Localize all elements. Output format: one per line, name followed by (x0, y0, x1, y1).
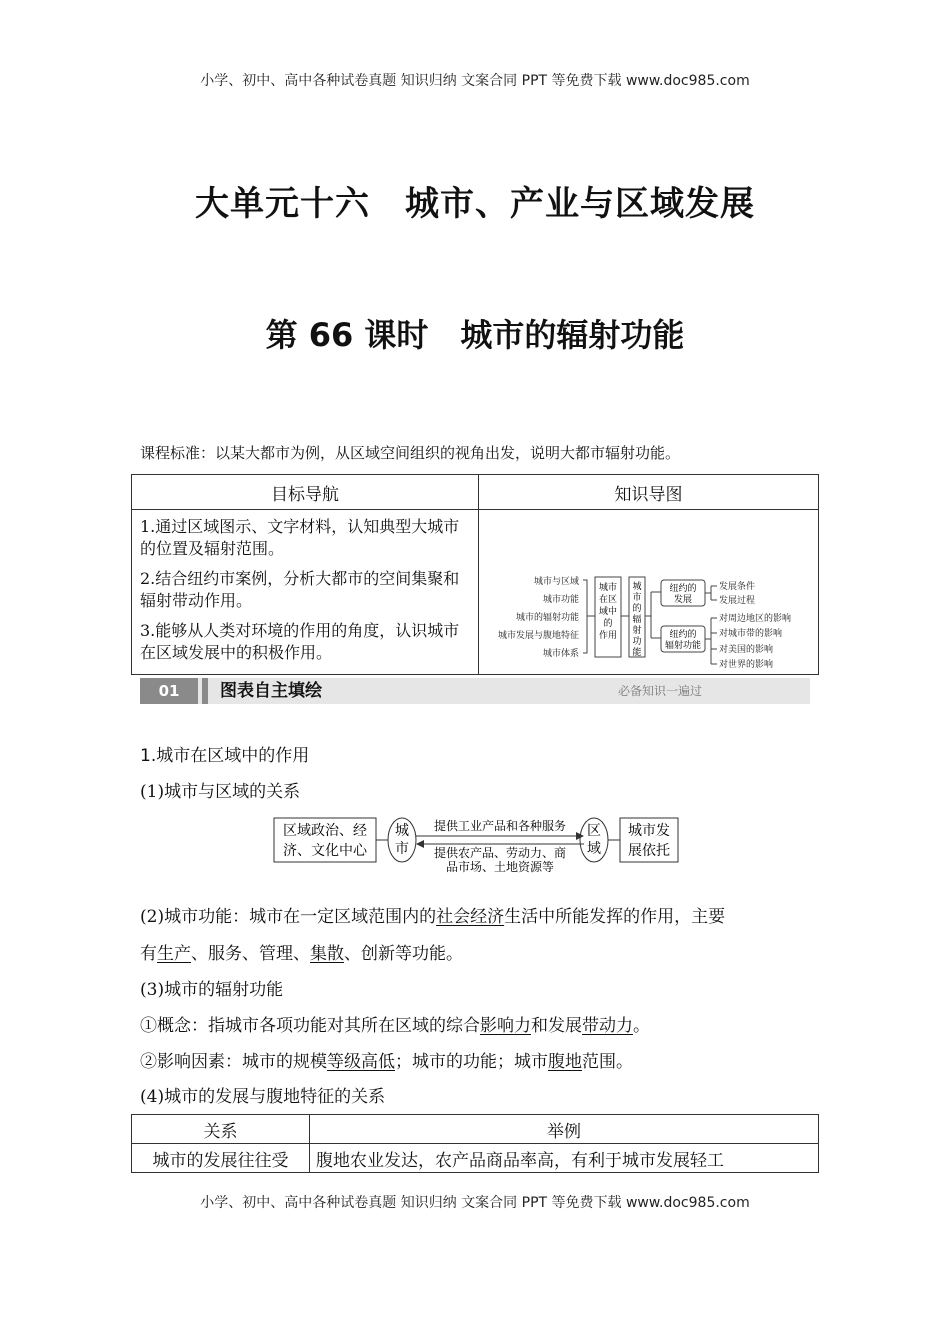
mindmap-left-item: 城市功能 (542, 595, 579, 605)
mindmap-branch (705, 618, 717, 664)
subsection-title: (1)城市与区域的关系 (140, 782, 301, 802)
goal-item: 1.通过区域图示、文字材料，认知典型大城市的位置及辐射范围。 (140, 517, 460, 558)
page-header: 小学、初中、高中各种试卷真题 知识归纳 文案合同 PPT 等免费下载 www.doc985.com (200, 73, 750, 89)
section-banner (140, 678, 810, 704)
curriculum-standard: 课程标准：以某大都市为例，从区域空间组织的视角出发，说明大都市辐射功能。 (140, 444, 681, 462)
relation-table (131, 1114, 819, 1173)
mindmap-branch (645, 592, 661, 638)
mindmap-left-item: 城市与区域 (533, 577, 579, 587)
section-title: 1.城市在区域中的作用 (140, 746, 310, 766)
banner-divider (202, 678, 208, 704)
mindmap-center2: 城市的辐射功能 (632, 582, 642, 658)
mindmap-right-item: 对城市带的影响 (719, 629, 783, 639)
unit-title: 大单元十六 城市、产业与区域发展 (195, 184, 755, 224)
lesson-title: 第 66 课时 城市的辐射功能 (265, 316, 685, 354)
relation-header: 关系 (132, 1115, 310, 1144)
subsection-title: (3)城市的辐射功能 (140, 980, 284, 1000)
diagram-city-text: 城市 (395, 823, 409, 857)
relation-cell: 城市的发展往往受 (132, 1144, 310, 1173)
diagram-right-text: 城市发展依托 (628, 823, 670, 859)
banner-subtitle: 必备知识一遍过 (618, 684, 703, 698)
mindmap-branch (705, 586, 717, 600)
mindmap-right-item: 发展条件 (719, 582, 756, 592)
example-cell: 腹地农业发达，农产品商品率高，有利于城市发展轻工 (310, 1144, 819, 1173)
concept-line: ①概念：指城市各项功能对其所在区域的综合影响力和发展带动力。 (140, 1016, 650, 1036)
mindmap-right-item: 发展过程 (719, 596, 756, 606)
diagram-left-text: 区域政治、经济、文化中心 (283, 823, 367, 859)
mindmap-center1: 城市在区域中的作用 (598, 583, 618, 641)
mindmap-mid-bottom: 纽约的辐射功能 (664, 630, 702, 651)
banner-number: 01 (140, 678, 198, 704)
mindmap (479, 510, 817, 674)
mindmap-bracket (583, 580, 595, 653)
goals-table (131, 474, 819, 675)
city-region-diagram (272, 810, 682, 874)
subsection-title: (4)城市的发展与腹地特征的关系 (140, 1087, 386, 1107)
goal-item: 3.能够从人类对环境的作用的角度，认识城市在区域发展中的积极作用。 (140, 621, 460, 662)
example-header: 举例 (310, 1115, 819, 1144)
goal-item: 2.结合纽约市案例，分析大都市的空间集聚和辐射带动作用。 (140, 569, 460, 610)
banner-title: 图表自主填绘 (220, 681, 322, 701)
diagram-arrowhead (416, 840, 424, 848)
goals-cell (132, 510, 479, 675)
mindmap-cell (479, 510, 819, 675)
city-function-line2: 有生产、服务、管理、集散、创新等功能。 (140, 944, 463, 964)
diagram-bottom-label: 提供农产品、劳动力、商品市场、土地资源等 (433, 846, 567, 874)
mindmap-left-item: 城市发展与腹地特征 (497, 631, 579, 641)
mindmap-left-item: 城市体系 (542, 649, 579, 659)
diagram-region-text: 区域 (587, 823, 601, 857)
mindmap-header: 知识导图 (479, 475, 819, 510)
city-function-line1: (2)城市功能：城市在一定区域范围内的社会经济生活中所能发挥的作用，主要 (140, 907, 726, 927)
page-footer: 小学、初中、高中各种试卷真题 知识归纳 文案合同 PPT 等免费下载 www.doc985.com (200, 1195, 750, 1211)
mindmap-right-item: 对世界的影响 (719, 660, 774, 670)
mindmap-left-item: 城市的辐射功能 (515, 613, 579, 623)
goals-header: 目标导航 (132, 475, 479, 510)
diagram-top-label: 提供工业产品和各种服务 (433, 819, 567, 833)
mindmap-mid-top: 纽约的发展 (669, 584, 697, 605)
factor-line: ②影响因素：城市的规模等级高低；城市的功能；城市腹地范围。 (140, 1052, 633, 1072)
mindmap-right-item: 对周边地区的影响 (719, 614, 792, 624)
mindmap-right-item: 对美国的影响 (719, 645, 774, 655)
